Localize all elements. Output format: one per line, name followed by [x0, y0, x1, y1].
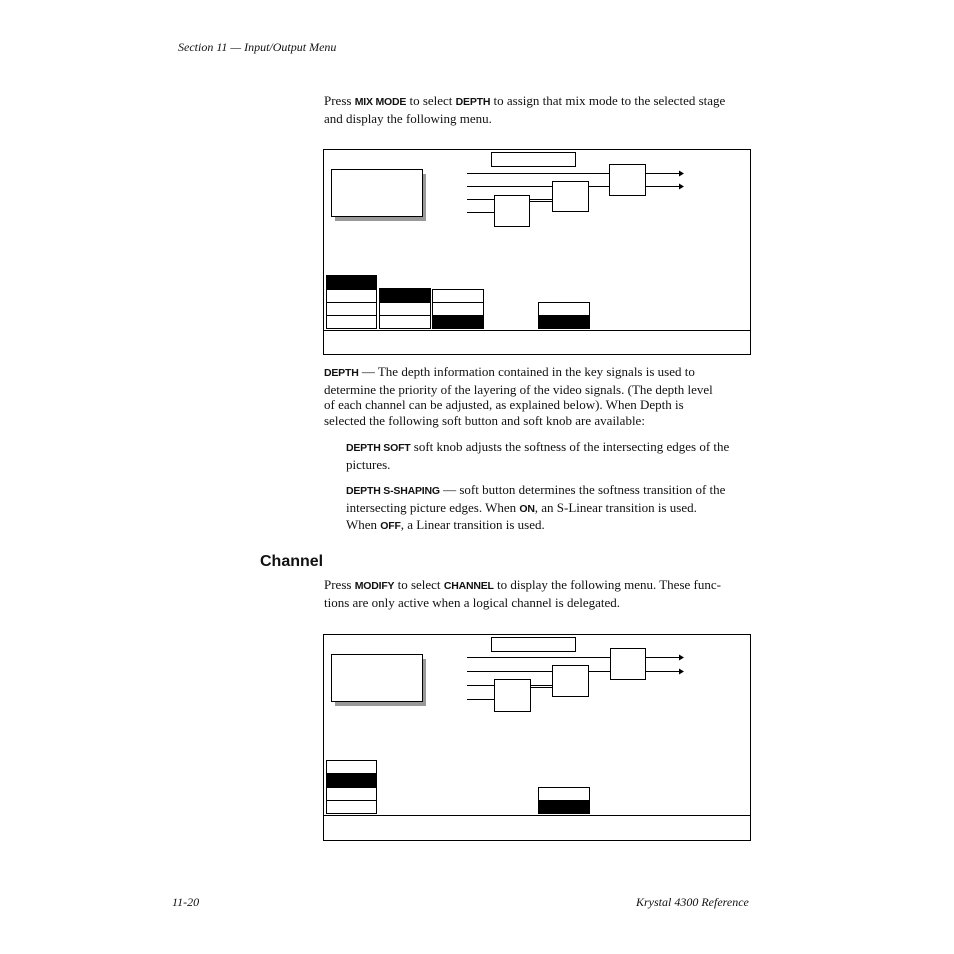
soft-button[interactable]	[433, 290, 484, 303]
mixer-block	[553, 666, 589, 697]
channel-menu-diagram	[323, 634, 752, 842]
soft-button[interactable]	[539, 303, 590, 316]
page-number: 11-20	[172, 895, 200, 909]
top-label-box	[492, 638, 576, 652]
soft-button[interactable]	[327, 761, 377, 774]
mixer-block	[553, 182, 589, 212]
soft-button[interactable]	[380, 303, 431, 316]
document-title: Krystal 4300 Reference	[636, 895, 749, 909]
off-term: OFF	[380, 520, 401, 533]
output-block	[611, 649, 646, 680]
soft-button[interactable]	[539, 788, 590, 801]
soft-button-selected[interactable]	[432, 315, 484, 329]
mix-mode-keyword: MIX MODE	[354, 96, 407, 108]
channel-paragraph	[324, 577, 764, 610]
channel-text: Press	[324, 577, 355, 592]
depth-description	[324, 364, 764, 428]
depth-shaping-text: , a Linear transition is used.	[400, 517, 545, 533]
modify-keyword: MODIFY	[354, 580, 395, 592]
channel-keyword: CHANNEL	[443, 580, 494, 592]
soft-button[interactable]	[327, 303, 377, 316]
soft-button[interactable]	[327, 290, 377, 303]
intro-paragraph	[324, 93, 764, 126]
depth-keyword: DEPTH	[455, 96, 491, 108]
channel-heading: Channel	[260, 553, 324, 570]
depth-soft-description	[346, 439, 766, 472]
on-term: ON	[519, 502, 535, 515]
depth-shaping-term: DEPTH S-SHAPING	[346, 485, 440, 497]
soft-button-selected[interactable]	[538, 800, 590, 814]
soft-button[interactable]	[433, 303, 484, 316]
channel-text-line2: tions are only active when a logical channel is delegated.	[324, 594, 620, 610]
depth-soft-text: pictures.	[346, 456, 391, 472]
depth-soft-text: soft knob adjusts the softness of the intersecting edges of the	[410, 439, 730, 454]
intro-text: Press	[324, 93, 355, 108]
depth-term: DEPTH	[324, 367, 359, 379]
depth-desc-text: determine the priority of the layering of the video signals. (The depth level	[324, 381, 713, 397]
soft-button[interactable]	[327, 801, 377, 814]
depth-shaping-text: intersecting picture edges. When	[346, 499, 520, 515]
soft-button[interactable]	[380, 316, 431, 329]
depth-shaping-text: When	[346, 517, 381, 533]
mixer-block	[495, 680, 531, 712]
preview-panel	[332, 170, 423, 217]
intro-text: to assign that mix mode to the selected stage	[490, 93, 726, 108]
preview-panel	[332, 655, 423, 702]
mixer-block	[495, 196, 530, 227]
depth-desc-text: selected the following soft button and soft knob are available:	[324, 412, 645, 428]
depth-shaping-text: , an S-Linear transition is used.	[534, 499, 697, 515]
section-header: Section 11 — Input/Output Menu	[178, 40, 337, 54]
depth-menu-diagram	[323, 149, 752, 356]
soft-button[interactable]	[327, 788, 377, 801]
soft-button-selected[interactable]	[379, 288, 431, 302]
depth-desc-text: — The depth information contained in the key signals is used to	[358, 364, 695, 379]
depth-shaping-text: — soft button determines the softness transition of the	[439, 482, 726, 497]
soft-button-selected[interactable]	[326, 774, 377, 788]
depth-soft-term: DEPTH SOFT	[346, 442, 411, 454]
soft-button-selected[interactable]	[326, 275, 377, 289]
channel-text: to display the following menu. These func-	[493, 577, 721, 592]
intro-text: to select	[406, 93, 456, 108]
channel-text: to select	[394, 577, 444, 592]
intro-text-line2: and display the following menu.	[324, 110, 492, 126]
soft-button[interactable]	[327, 316, 377, 329]
soft-button-selected[interactable]	[538, 315, 590, 329]
depth-desc-text: of each channel can be adjusted, as explained below). When Depth is	[324, 397, 684, 413]
output-block	[610, 165, 646, 196]
top-label-box	[492, 153, 576, 167]
depth-shaping-description	[346, 482, 766, 535]
